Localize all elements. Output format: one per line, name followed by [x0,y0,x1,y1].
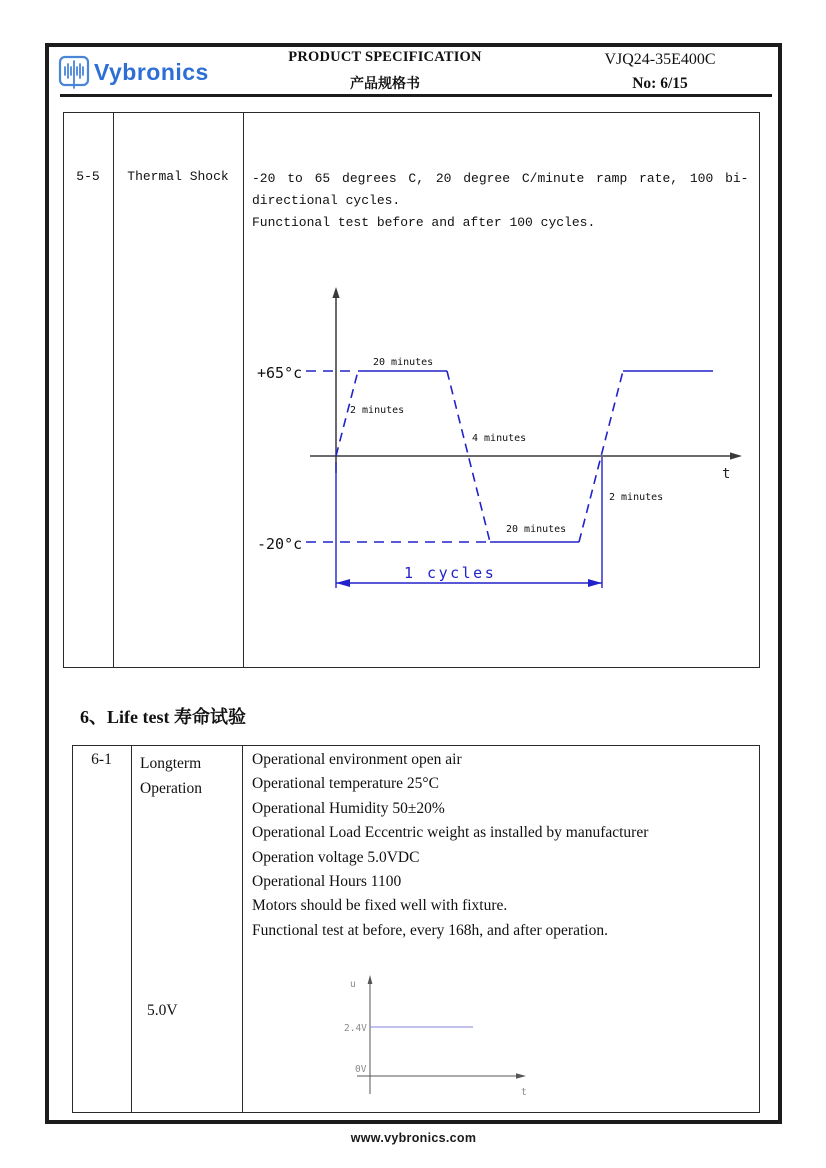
table2-divider-1 [131,745,132,1113]
segment-label-fall: 4 minutes [472,433,527,444]
header-divider [60,94,772,97]
y-axis-arrow-icon [332,287,339,298]
header-right [560,51,760,93]
desc-line: Motors should be fixed well with fixture. [252,897,508,915]
segment-label-hold-top: 20 minutes [373,357,434,368]
dimension-arrow-right-icon [588,579,602,587]
y-axis-label: u [350,979,356,990]
voltage-chart [335,968,535,1100]
table2-divider-2 [242,745,243,1113]
desc-line: directional cycles. [252,193,401,208]
table1-divider-2 [243,112,244,668]
segment-label-rise2: 2 minutes [609,492,664,503]
thermal-shock-description [252,168,758,234]
desc-line: Functional test before and after 100 cycles. [252,215,596,230]
desc-line: Operational environment open air [252,751,462,768]
segment-label-rise1: 2 minutes [350,405,405,416]
row-id-5-5: 5-5 [76,169,100,184]
footer-url: www.vybronics.com [350,1131,477,1145]
table1-divider-1 [113,112,114,668]
dimension-arrow-left-icon [336,579,350,587]
desc-line: Operational Load Eccentric weight as installed by manufacturer [252,824,649,842]
x-axis-arrow-icon [516,1073,526,1078]
desc-line: Operational temperature 25°C [252,775,439,793]
row-id-6-1: 6-1 [91,751,112,768]
header-center [260,49,510,93]
test-name-line: Longterm [140,755,202,772]
segment-label-hold-bottom: 20 minutes [506,524,567,535]
voltage-label: 5.0V [147,1002,178,1019]
desc-line: Operational Humidity 50±20% [252,799,445,817]
tick-2-4v: 2.4V [344,1023,367,1034]
tick-0v: 0V [355,1064,367,1075]
desc-line: Operational Hours 1100 [252,873,402,891]
x-axis-arrow-icon [730,452,742,459]
y-axis-arrow-icon [368,975,373,984]
test-name-thermal-shock: Thermal Shock [127,169,229,184]
life-test-heading: 6、Life test 寿命试验 [80,707,246,727]
vybronics-logo-icon [58,55,91,90]
test-name-longterm-operation [140,751,240,801]
part-number: VJQ24-35E400C [604,51,716,68]
document-title: PRODUCT SPECIFICATION [288,49,482,65]
cycle-count-label: 1 cycles [404,564,497,582]
temp-high-label: +65°c [257,364,303,382]
desc-line: Functional test at before, every 168h, and after operation. [252,921,608,939]
test-name-line: Operation [140,780,202,797]
thermal-shock-chart [250,285,750,595]
x-axis-label: t [521,1087,527,1098]
temp-low-label: -20°c [257,535,303,553]
x-axis-label: t [722,466,731,482]
page-number: No: 6/15 [632,75,688,92]
brand-name: Vybronics [94,59,209,85]
desc-line: Operation voltage 5.0VDC [252,848,420,866]
life-test-description [252,748,754,943]
desc-line: -20 to 65 degrees C, 20 degree C/minute ramp rate, 100 bi- [252,171,749,186]
document-title-chinese: 产品规格书 [350,77,420,92]
